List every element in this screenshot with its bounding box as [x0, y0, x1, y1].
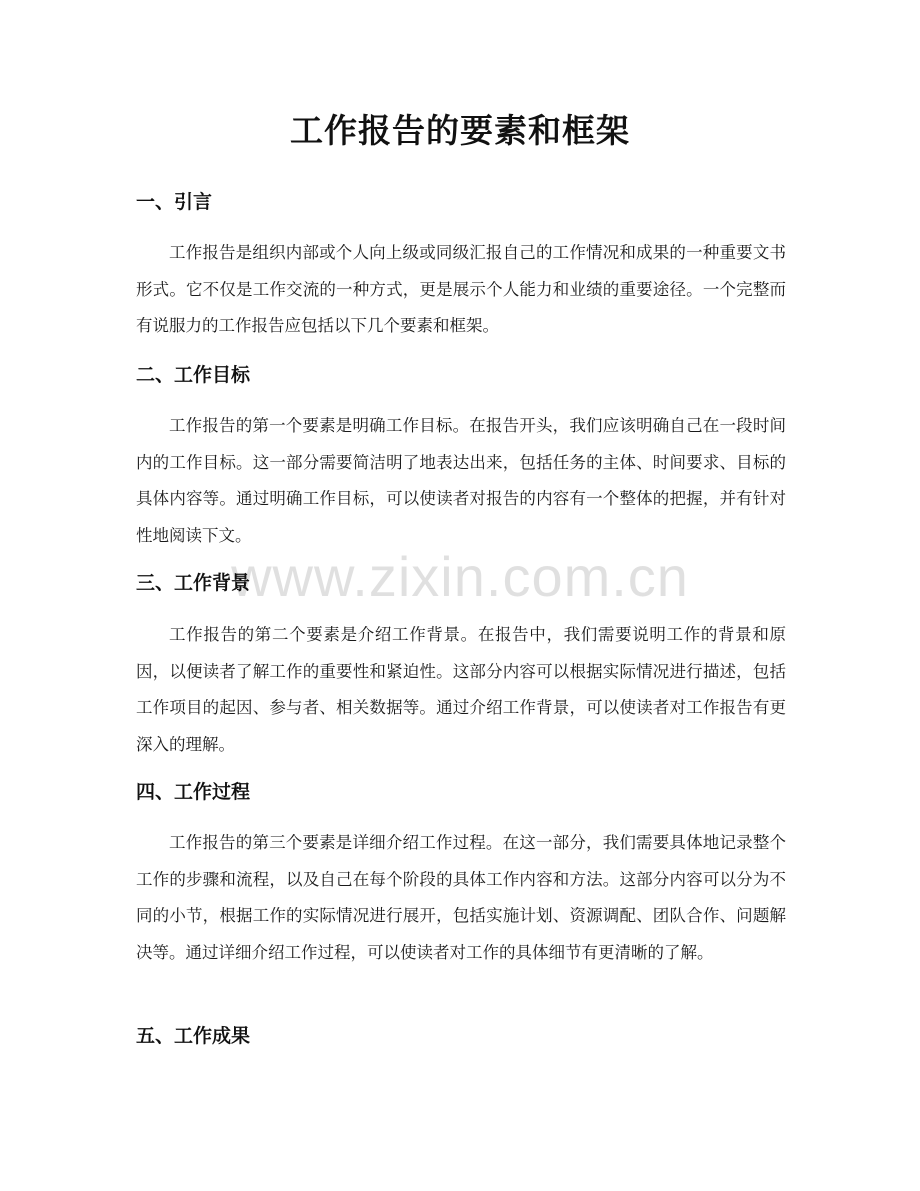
section-body-work-process: 工作报告的第三个要素是详细介绍工作过程。在这一部分，我们需要具体地记录整个工作的步骤和流程，以及自己在每个阶段的具体工作内容和方法。这部分内容可以分为不同的小节，根据工作的实际情况进行展开，包括实施计划、资源调配、团队合作、问题解决等。通过详细介绍工作过程，可以使读者对工作的具体细节有更清晰的了解。	[136, 833, 786, 962]
section-body-introduction: 工作报告是组织内部或个人向上级或同级汇报自己的工作情况和成果的一种重要文书形式。它不仅是工作交流的一种方式，更是展示个人能力和业绩的重要途径。一个完整而有说服力的工作报告应包括以下几个要素和框架。	[136, 243, 786, 335]
section-heading-introduction: 一、引言	[136, 191, 213, 213]
section-body-work-goals: 工作报告的第一个要素是明确工作目标。在报告开头，我们应该明确自己在一段时间内的工作目标。这一部分需要简洁明了地表达出来，包括任务的主体、时间要求、目标的具体内容等。通过明确工作目标，可以使读者对报告的内容有一个整体的把握，并有针对性地阅读下文。	[136, 416, 786, 545]
section-heading-work-background: 三、工作背景	[136, 572, 251, 594]
section-body-work-background: 工作报告的第二个要素是介绍工作背景。在报告中，我们需要说明工作的背景和原因，以便读者了解工作的重要性和紧迫性。这部分内容可以根据实际情况进行描述，包括工作项目的起因、参与者、相关数据等。通过介绍工作背景，可以使读者对工作报告有更深入的理解。	[136, 625, 786, 754]
document-title: 工作报告的要素和框架	[290, 111, 630, 150]
section-heading-work-results: 五、工作成果	[136, 1025, 251, 1047]
section-heading-work-goals: 二、工作目标	[136, 364, 251, 386]
section-heading-work-process: 四、工作过程	[136, 781, 251, 803]
watermark: www.zixin.com.cn	[231, 545, 689, 608]
